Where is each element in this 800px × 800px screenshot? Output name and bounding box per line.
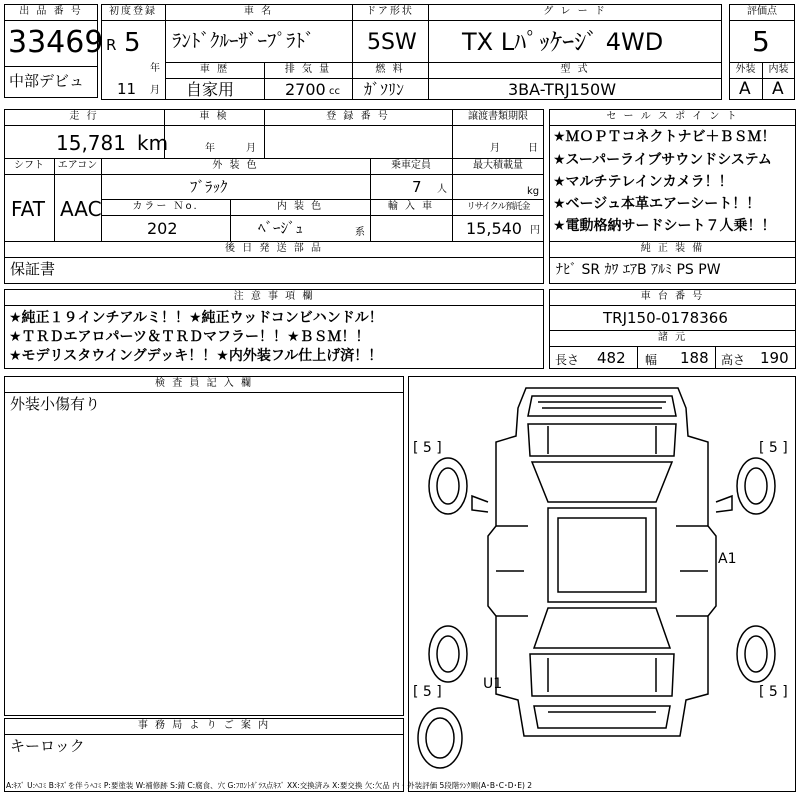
import-label: 輸 入 車 xyxy=(387,201,435,212)
exterior-label: 外装 xyxy=(735,64,756,75)
capacity-label: 乗車定員 xyxy=(391,160,431,171)
grade: TX Lﾊﾟｯｹｰｼﾞ 4WD xyxy=(462,28,664,56)
length-label: 長さ xyxy=(555,353,580,367)
inspector-comment: 外装小傷有り xyxy=(10,395,101,413)
recycle-unit: 円 xyxy=(530,225,540,236)
interior-color-unit: 系 xyxy=(355,227,365,238)
car-history: 自家用 xyxy=(186,80,235,99)
interior-color-label: 内 装 色 xyxy=(276,201,324,212)
first-reg-year: 5 xyxy=(124,28,141,58)
plate-label: 登 録 番 号 xyxy=(326,111,390,122)
transfer-month-unit: 月 xyxy=(490,143,500,154)
note-line: ★純正１９インチアルミ！！★純正ウッドコンビハンドル！ xyxy=(9,310,383,326)
office-label: 事 務 局 よ り ご 案 内 xyxy=(137,720,271,731)
tire-rear-left-tread: [ 5 ] xyxy=(413,684,442,700)
door-label: ドア形状 xyxy=(366,6,414,17)
displacement-label: 排 気 量 xyxy=(284,64,332,75)
recycle-label: リサイクル預託金 xyxy=(466,202,530,212)
capacity: 7 xyxy=(412,178,422,196)
car-name-label: 車 名 xyxy=(243,6,274,17)
era: R xyxy=(106,36,117,54)
office-comment: キーロック xyxy=(10,737,85,755)
exterior-grade: A xyxy=(739,79,751,99)
later-parts-label: 後 日 発 送 部 品 xyxy=(225,243,323,254)
venue-name: 中部デビュ xyxy=(9,72,85,90)
equipment-label: 純 正 装 備 xyxy=(640,243,705,254)
sales-point: ★ＭＯＰＴコネクトナビ＋ＢＳＭ！ xyxy=(553,129,776,145)
tire-front-left-tread: [ 5 ] xyxy=(413,440,442,456)
standard-equipment: ﾅﾋﾞ SR ｶﾜ ｴｱB ｱﾙﾐ PS PW xyxy=(556,262,721,278)
width-value: 188 xyxy=(680,349,709,367)
sales-points-label: セ ー ル ス ポ イ ン ト xyxy=(606,111,739,122)
lot-number-label: 出 品 番 号 xyxy=(19,6,83,17)
history-label: 車 歴 xyxy=(199,64,230,75)
width-label: 幅 xyxy=(645,353,658,367)
max-load-label: 最大積載量 xyxy=(473,160,523,171)
length-value: 482 xyxy=(597,349,626,367)
shift-label: シフト xyxy=(14,160,44,171)
damage-legend: A:ｷｽﾞ U:ﾍｺﾐ B:ｷｽﾞを伴うﾍｺﾐ P:要塗装 W:補修跡 S:錆 C:腐食、穴 G:ﾌﾛﾝﾄｶﾞﾗｽ点ｷｽﾞ XX:交換済み X:要交換 欠:欠品 内・外装評価 5段階ﾗﾝｸ順(A･B･C･D･E) 2 xyxy=(6,781,533,790)
transfer-day-unit: 日 xyxy=(528,143,538,154)
score-label: 評価点 xyxy=(747,6,777,17)
inspection-year-unit: 年 xyxy=(205,143,215,154)
interior-label: 内装 xyxy=(768,64,789,75)
fuel-type: ｶﾞｿﾘﾝ xyxy=(364,80,405,99)
inspection-month-unit: 月 xyxy=(246,143,256,154)
displacement: 2700 xyxy=(285,80,326,99)
year-unit: 年 xyxy=(150,63,160,74)
model-code-label: 型 式 xyxy=(560,64,590,75)
note-line: ★ＴＲＤエアロパーツ＆ＴＲＤマフラー！！★ＢＳＭ！！ xyxy=(9,329,370,345)
sales-point: ★電動格納サードシート７人乗！！ xyxy=(553,218,776,234)
tire-front-right-tread: [ 5 ] xyxy=(759,440,788,456)
capacity-unit: 人 xyxy=(437,184,447,195)
color-no-label: カラー Ｎo. xyxy=(132,201,199,212)
later-parts: 保証書 xyxy=(10,260,56,278)
car-diagram xyxy=(408,376,796,792)
notes-label: 注 意 事 項 欄 xyxy=(233,291,315,302)
inspection-label: 車 検 xyxy=(199,111,229,122)
month-unit: 月 xyxy=(150,85,160,96)
chassis-label: 車 台 番 号 xyxy=(640,291,705,302)
sales-point: ★スーパーライブサウンドシステム xyxy=(553,152,772,168)
grade-label: グ レ ー ド xyxy=(543,6,607,17)
fuel-label: 燃 料 xyxy=(375,64,405,75)
first-reg-month: 11 xyxy=(117,80,137,98)
damage-mark-left: U1 xyxy=(483,676,503,692)
mileage-label: 走 行 xyxy=(69,111,99,122)
dims-label: 諸 元 xyxy=(657,332,688,343)
ac-type: AAC xyxy=(60,197,102,221)
model-code: 3BA-TRJ150W xyxy=(508,80,617,99)
tire-rear-right-tread: [ 5 ] xyxy=(759,684,788,700)
first-reg-label: 初度登録 xyxy=(109,6,157,17)
note-line: ★モデリスタウイングデッキ！！★内外装フル仕上げ済！！ xyxy=(9,348,383,364)
max-load-unit: kg xyxy=(527,186,540,197)
inspector-box xyxy=(4,376,404,716)
damage-mark-right: A1 xyxy=(718,551,737,567)
height-label: 高さ xyxy=(721,353,746,367)
color-label: 外 装 色 xyxy=(212,160,259,171)
mileage: 15,781 xyxy=(56,131,126,155)
exterior-color: ﾌﾞﾗｯｸ xyxy=(190,178,228,196)
recycle-fee: 15,540 xyxy=(466,219,522,238)
transfer-label: 譲渡書類期限 xyxy=(468,111,528,122)
shift-type: FAT xyxy=(11,197,46,221)
color-number: 202 xyxy=(147,219,178,238)
interior-grade: A xyxy=(772,79,784,99)
lot-number: 33469 xyxy=(8,25,104,60)
displacement-unit: cc xyxy=(329,86,340,97)
overall-score: 5 xyxy=(752,25,770,58)
chassis-number: TRJ150-0178366 xyxy=(603,309,728,327)
interior-color: ﾍﾞｰｼﾞｭ xyxy=(258,219,304,237)
inspector-label: 検 査 員 記 入 欄 xyxy=(155,378,253,389)
door-type: 5SW xyxy=(367,30,417,55)
sales-point: ★ベージュ本革エアーシート！！ xyxy=(553,196,761,212)
mileage-unit: km xyxy=(137,131,169,155)
height-value: 190 xyxy=(760,349,789,367)
sales-point: ★マルチテレインカメラ！！ xyxy=(553,174,733,190)
car-name: ﾗﾝﾄﾞｸﾙｰｻﾞｰﾌﾟﾗﾄﾞ xyxy=(172,30,315,52)
ac-label: エアコン xyxy=(57,160,98,171)
